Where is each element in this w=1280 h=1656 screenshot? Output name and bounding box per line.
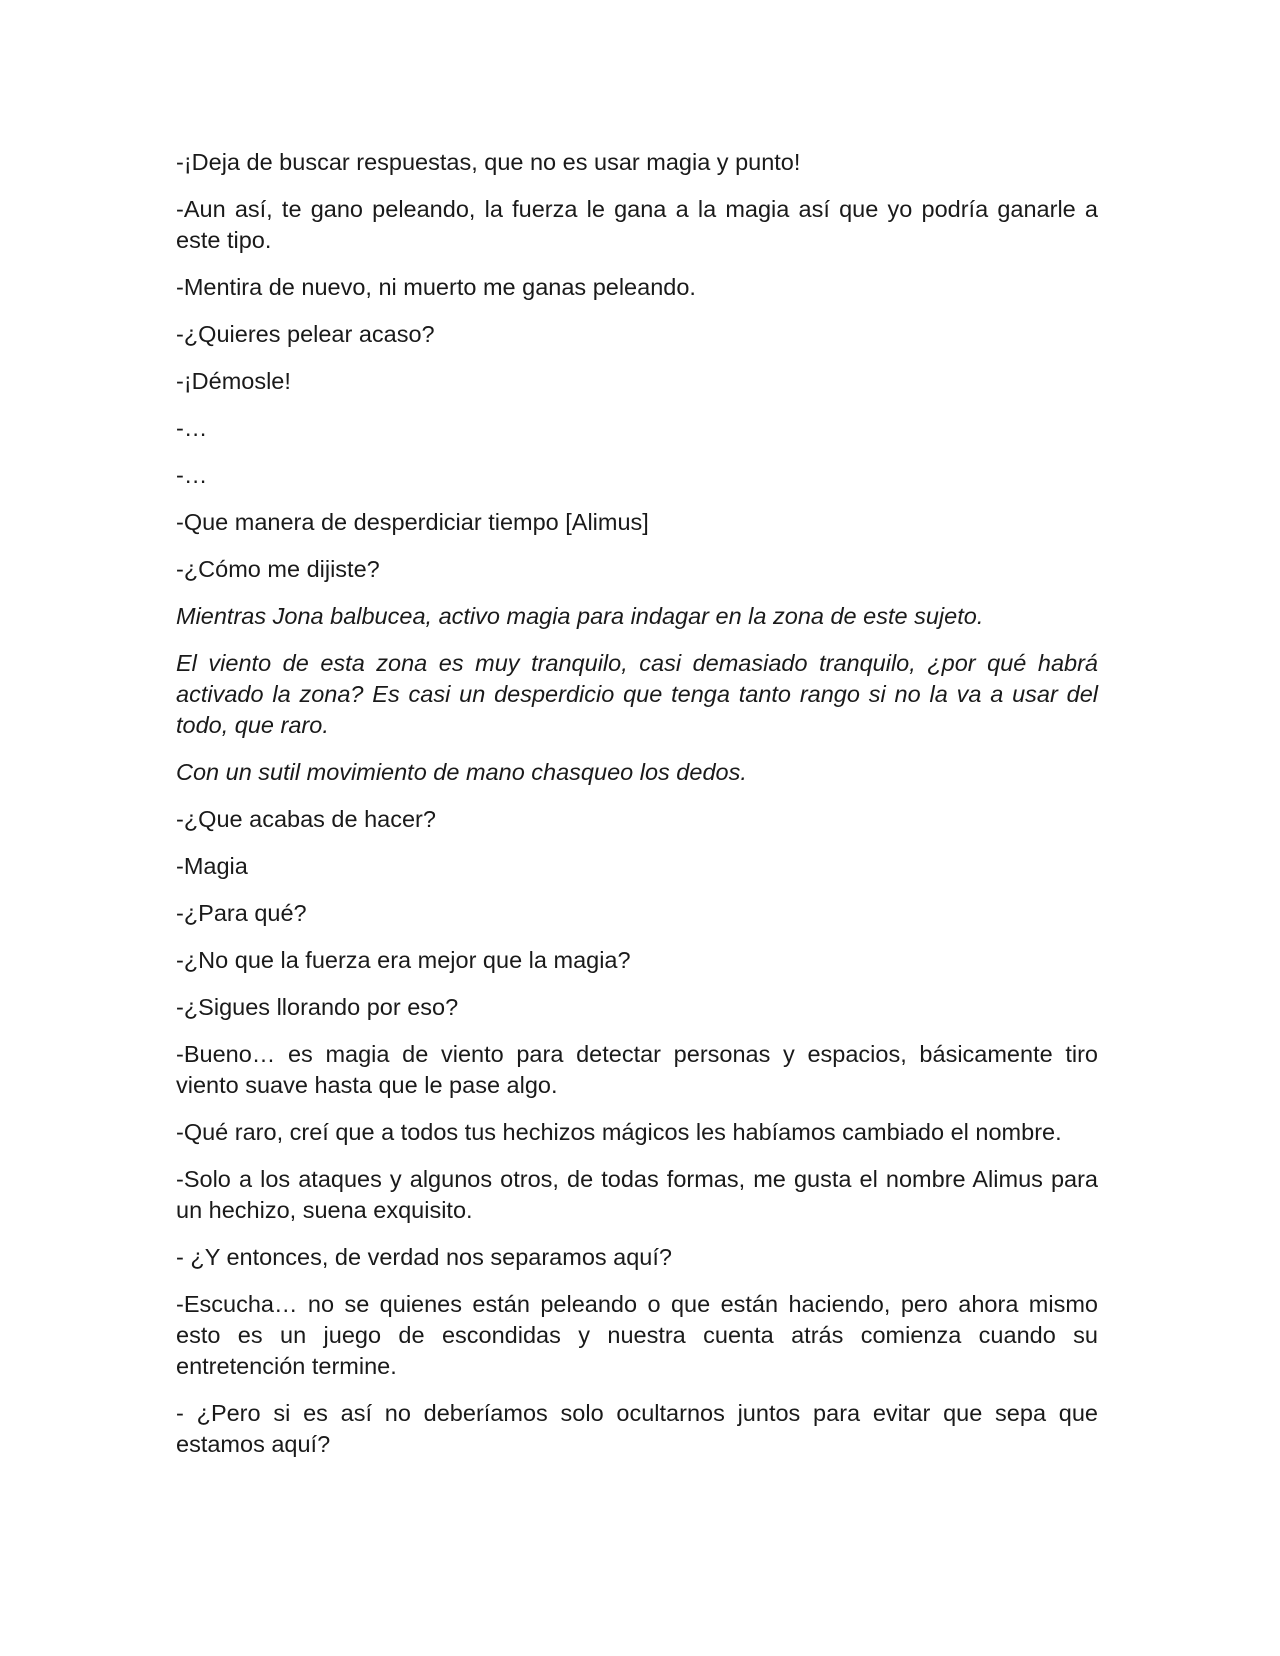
paragraph-17: -¿Sigues llorando por eso? xyxy=(176,994,459,1020)
paragraph-5: -¡Démosle! xyxy=(176,368,291,394)
paragraph-4: -¿Quieres pelear acaso? xyxy=(176,321,435,347)
paragraph-11: El viento de esta zona es muy tranquilo, casi demasiado tranquilo, ¿por qué habrá activado la zona? Es casi un desperdicio que tenga tanto rango si no la va a usar del todo, que raro. xyxy=(176,650,1098,738)
paragraph-7: -… xyxy=(176,462,208,488)
paragraph-8: -Que manera de desperdiciar tiempo [Alimus] xyxy=(176,509,649,535)
paragraph-20: -Solo a los ataques y algunos otros, de todas formas, me gusta el nombre Alimus para un hechizo, suena exquisito. xyxy=(176,1166,1098,1223)
paragraph-13: -¿Que acabas de hacer? xyxy=(176,806,436,832)
paragraph-18: -Bueno… es magia de viento para detectar personas y espacios, básicamente tiro viento suave hasta que le pase algo. xyxy=(176,1041,1098,1098)
document-body xyxy=(176,147,1098,1476)
paragraph-1: -¡Deja de buscar respuestas, que no es usar magia y punto! xyxy=(176,149,801,175)
paragraph-21: - ¿Y entonces, de verdad nos separamos aquí? xyxy=(176,1244,672,1270)
paragraph-23: - ¿Pero si es así no deberíamos solo ocultarnos juntos para evitar que sepa que estamos aquí? xyxy=(176,1400,1098,1457)
paragraph-12: Con un sutil movimiento de mano chasqueo los dedos. xyxy=(176,759,747,785)
paragraph-10: Mientras Jona balbucea, activo magia para indagar en la zona de este sujeto. xyxy=(176,603,984,629)
paragraph-16: -¿No que la fuerza era mejor que la magia? xyxy=(176,947,631,973)
paragraph-14: -Magia xyxy=(176,853,248,879)
paragraph-15: -¿Para qué? xyxy=(176,900,307,926)
paragraph-6: -… xyxy=(176,415,208,441)
paragraph-2: -Aun así, te gano peleando, la fuerza le gana a la magia así que yo podría ganarle a este tipo. xyxy=(176,196,1098,253)
paragraph-22: -Escucha… no se quienes están peleando o que están haciendo, pero ahora mismo esto es un juego de escondidas y nuestra cuenta atrás comienza cuando su entretención termine. xyxy=(176,1291,1098,1379)
paragraph-3: -Mentira de nuevo, ni muerto me ganas peleando. xyxy=(176,274,696,300)
paragraph-19: -Qué raro, creí que a todos tus hechizos mágicos les habíamos cambiado el nombre. xyxy=(176,1119,1062,1145)
paragraph-9: -¿Cómo me dijiste? xyxy=(176,556,380,582)
